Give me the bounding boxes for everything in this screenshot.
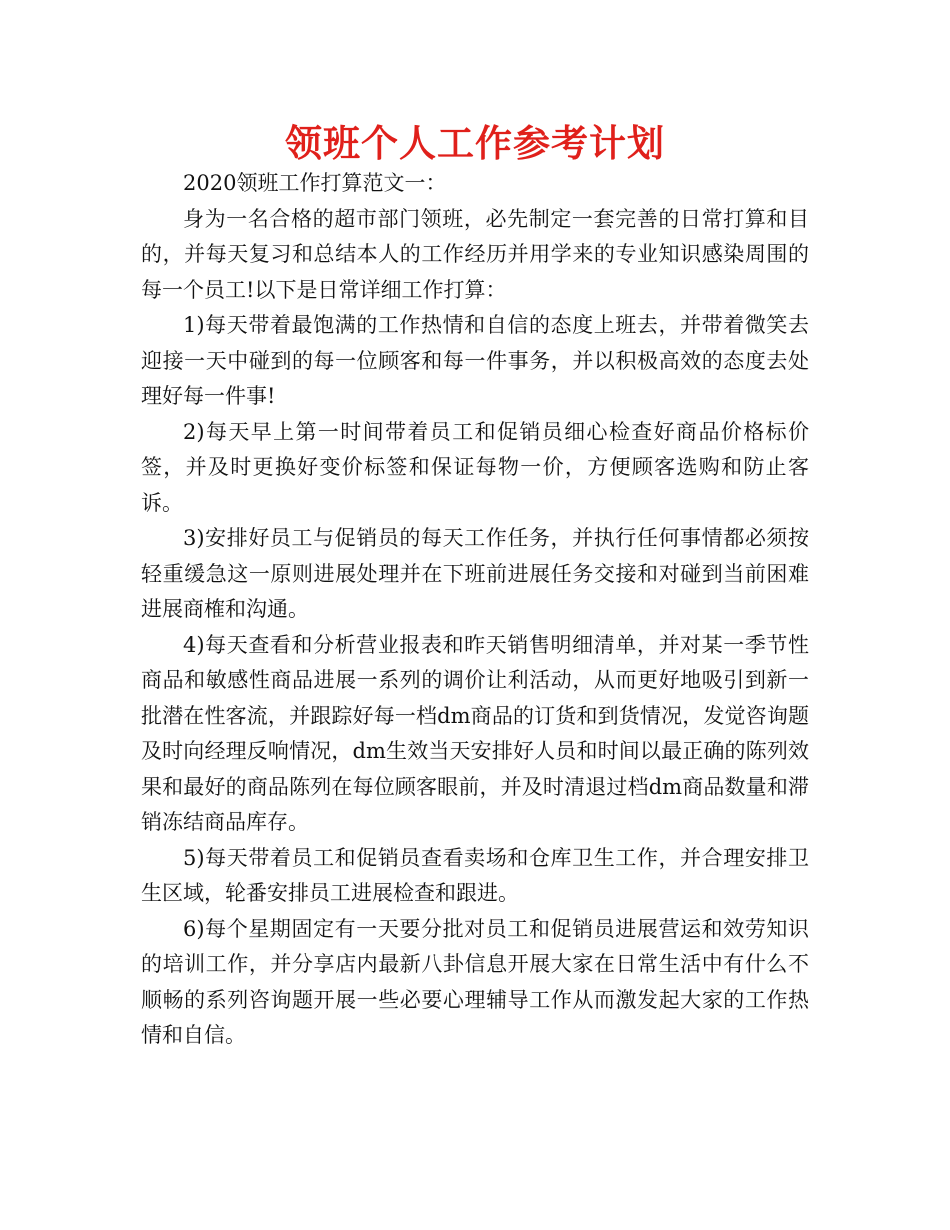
paragraph-item-6: 6)每个星期固定有一天要分批对员工和促销员进展营运和效劳知识的培训工作，并分享店内最新八卦信息开展大家在日常生活中有什么不顺畅的系列咨询题开展一些必要心理辅导工作从而激发起大家的工作热情和自信。 <box>141 916 809 1047</box>
paragraph-item-1: 1)每天带着最饱满的工作热情和自信的态度上班去，并带着微笑去迎接一天中碰到的每一位顾客和每一件事务，并以积极高效的态度去处理好每一件事! <box>141 313 809 408</box>
document-title: 领班个人工作参考计划 <box>285 121 665 165</box>
paragraph-item-5: 5)每天带着员工和促销员查看卖场和仓库卫生工作，并合理安排卫生区域，轮番安排员工进展检查和跟进。 <box>141 845 809 905</box>
paragraph-item-3: 3)安排好员工与促销员的每天工作任务，并执行任何事情都必须按轻重缓急这一原则进展处理并在下班前进展任务交接和对碰到当前困难进展商榷和沟通。 <box>141 526 809 621</box>
paragraph-item-2: 2)每天早上第一时间带着员工和促销员细心检查好商品价格标价签，并及时更换好变价标签和保证每物一价，方便顾客选购和防止客诉。 <box>141 419 809 515</box>
paragraph-item-4: 4)每天查看和分析营业报表和昨天销售明细清单，并对某一季节性商品和敏感性商品进展一系列的调价让利活动，从而更好地吸引到新一批潜在性客流，并跟踪好每一档dm商品的订货和到货情况，发觉咨询题及时向经理反响情况，dm生效当天安排好人员和时间以最正确的陈列效果和最好的商品陈列在每位顾客眼前，并及时清退过档dm商品数量和滞销冻结商品库存。 <box>141 632 809 834</box>
document-body <box>141 166 809 1054</box>
paragraph-intro: 身为一名合格的超市部门领班，必先制定一套完善的日常打算和目的，并每天复习和总结本人的工作经历并用学来的专业知识感染周围的每一个员工!以下是日常详细工作打算： <box>141 206 809 302</box>
document-subheading: 2020领班工作打算范文一： <box>183 171 447 195</box>
